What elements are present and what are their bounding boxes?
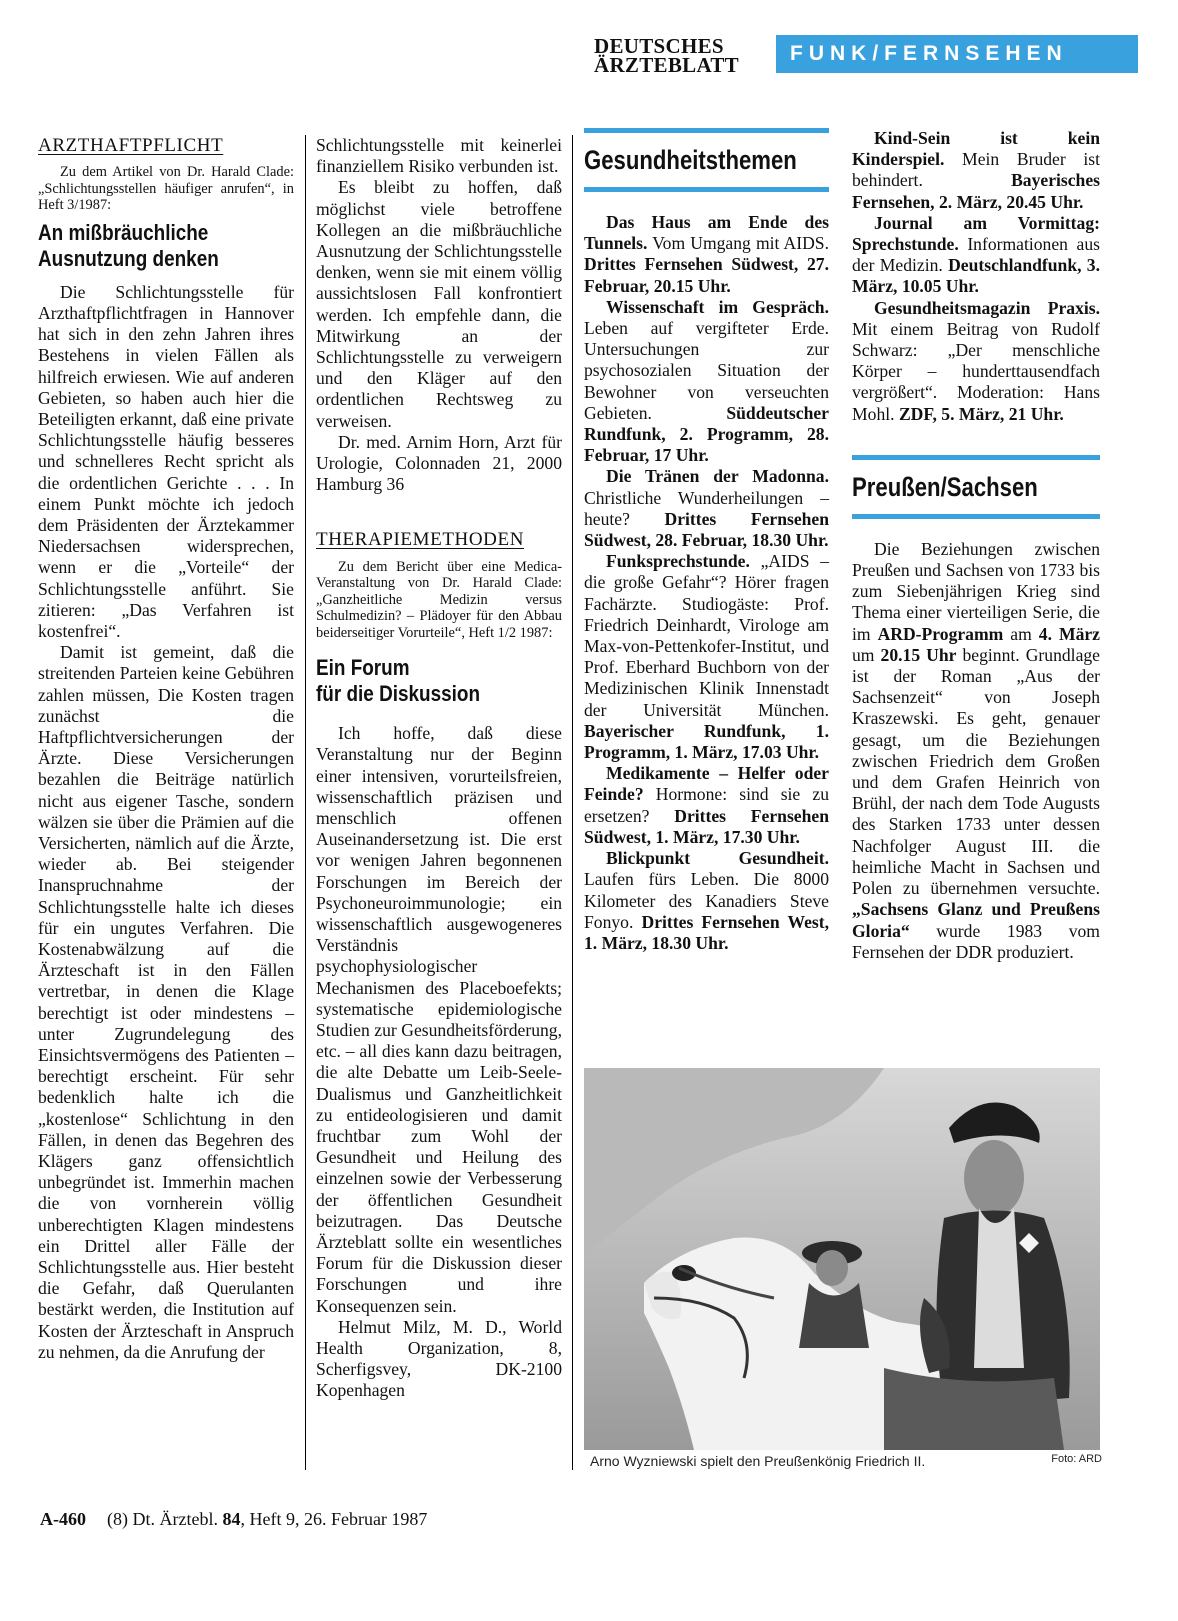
column-3 xyxy=(584,128,829,954)
logo-line-2: ÄRZTEBLATT xyxy=(594,53,739,77)
paragraph: Es bleibt zu hoffen, daß möglichst viele betroffene Kollegen an die mißbräuchliche Ausnutzung der Schlichtungsstelle denken, wenn sie mit einem völlig aussichtslosen Fall konfrontiert werden. Ich empfehle dann, die Mitwirkung an der Schlichtungsstelle zu verweigern und den Kläger auf den ordentlichen Rechtsweg zu verweisen. xyxy=(316,177,562,431)
paragraph: Damit ist gemeint, daß die streitenden Parteien keine Gebühren zahlen müssen, Die Kosten tragen zunächst die Haftpflichtversicherungen der Ärzte. Diese Versicherungen bezahlen die Beiträge natürlich nicht aus eigener Tasche, sondern wälzen sie über die Prämien auf die Versicherten, nämlich auf die Ärzte, wieder ab. Bei steigender Inanspruchnahme der Schlichtungsstelle halte ich dieses für ein ungutes Verfahren. Die Kostenabwälzung auf die Ärzteschaft ist in den Fällen vertretbar, in denen die Klage berechtigt ist oder mindestens – unter Zugrundelegung des Einsichtsvermögens des Patienten – berechtigt erscheint. Für sehr bedenklich halte ich die „kostenlose“ Schlichtung in den Fällen, in denen das Begehren des Klägers ganz offensichtlich unbegründet ist. Immerhin machen die von vornherein völlig unberechtigten Klagen mindestens ein Drittel aller Fälle der Schlichtungsstelle aus. Hier besteht die Gefahr, daß Querulanten bestärkt werden, die Institution auf Kosten der Ärzteschaft in Anspruch zu nehmen, da die Anrufung der xyxy=(38,642,294,1362)
photo-friedrich xyxy=(584,1068,1100,1450)
paragraph: Ich hoffe, daß diese Veranstaltung nur der Beginn einer intensiven, vorurteilsfreien, wissenschaftlich präzisen und menschlich offenen Auseinandersetzung ist. Die erst vor wenigen Jahren begonnenen Forschungen im Bereich der Psychoneuroimmunologie; ein wissenschaftlich ausgewogeneres Verständnis psychophysiologischer Mechanismen des Placeboefekts; systematische epidemiologische Studien zur Gesundheitsförderung, etc. – all dies kann dazu beitragen, die alte Debatte um Leib-Seele-Dualismus und Ganzheitlichkeit zu entideologisieren und damit fruchtbar zum Wohl der Gesundheit und Heilung des einzelnen sowie der Verbesserung der öffentlichen Gesundheit beizutragen. Das Deutsche Ärzteblatt sollte ein wesentliches Forum für die Diskussion dieser Forschungen und ihre Konsequenzen sein. xyxy=(316,723,562,1316)
listing-item: Blickpunkt Gesundheit. Laufen fürs Leben. Die 8000 Kilometer des Kanadiers Steve Fonyo. Drittes Fernsehen West, 1. März, 18.30 Uhr. xyxy=(584,848,829,953)
citation-b: , Heft 9, 26. Februar 1987 xyxy=(240,1509,428,1529)
headline-gesundheitsthemen: Gesundheitsthemen xyxy=(584,145,797,175)
page-footer xyxy=(40,1509,427,1530)
column-1 xyxy=(38,135,294,1363)
headline-line-1: Ein Forum xyxy=(316,655,410,681)
page-number: A-460 xyxy=(40,1509,86,1529)
listing-item: Medikamente – Helfer oder Feinde? Hormone: sind sie zu ersetzen? Drittes Fernsehen Südwest, 1. März, 17.30 Uhr. xyxy=(584,763,829,847)
section-label-therapiemethoden: THERAPIEMETHODEN xyxy=(316,529,525,551)
listing-item: Gesundheitsmagazin Praxis. Mit einem Beitrag von Rudolf Schwarz: „Der menschliche Körper – hunderttausendfach vergrößert“. Moderation: Hans Mohl. ZDF, 5. März, 21 Uhr. xyxy=(852,297,1100,424)
headline-preussen-sachsen: Preußen/Sachsen xyxy=(852,471,1038,502)
paragraph: Die Schlichtungsstelle für Arzthaftpflichtfragen in Hannover hat sich in den zehn Jahren ihres Bestehens in vielen Fällen als hilfreich erwiesen. Wie auf anderen Gebieten, so haben auch hier die Beteiligten erkannt, daß eine private Schlichtungsstelle häufig besseres und schnelleres Recht spricht als die ordentlichen Gerichte . . . In einem Punkt möchte ich jedoch dem Präsidenten der Ärztekammer Niedersachsen widersprechen, wenn er die „Vorteile“ der Schlichtungsstelle anführt. Sie zitieren: „Das Verfahren ist kostenfrei“. xyxy=(38,281,294,641)
paragraph: Die Beziehungen zwischen Preußen und Sachsen von 1733 bis zum Siebenjährigen Krieg sind Thema einer vierteiligen Serie, die im ARD-Programm am 4. März um 20.15 Uhr beginnt. Grundlage ist der Roman „Aus der Sachsenzeit“ von Joseph Kraszewski. Es geht, genauer gesagt, um die Beziehungen zwischen Friedrich dem Großen und dem Grafen Heinrich von Brühl, der nach dem Tode Augusts des Starken 1733 unter dessen Nachfolger August III. die heimliche Macht in Sachsen und Polen zu übernehmen versuchte. „Sachsens Glanz und Preußens Gloria“ wurde 1983 vom Fernsehen der DDR produziert. xyxy=(852,538,1100,962)
signature: Dr. med. Arnim Horn, Arzt für Urologie, Colonnaden 21, 2000 Hamburg 36 xyxy=(316,431,562,495)
listing-item: Journal am Vormittag: Sprechstunde. Informationen aus der Medizin. Deutschlandfunk, 3. März, 10.05 Uhr. xyxy=(852,212,1101,297)
section-title: FUNK/FERNSEHEN xyxy=(790,42,1068,65)
listing-item: Wissenschaft im Gespräch. Leben auf vergifteter Erde. Untersuchungen zur psychosozialen Situation der Bewohner von verseuchten Gebieten. Süddeutscher Rundfunk, 2. Programm, 28. Februar, 17 Uhr. xyxy=(584,296,829,466)
caption-text: Arno Wyzniewski spielt den Preußenkönig Friedrich II. xyxy=(590,1453,926,1469)
headline-line-2: für die Diskussion xyxy=(316,681,481,707)
letter-headline xyxy=(316,655,528,707)
letter-intro: Zu dem Bericht über eine Medica-Veranstaltung von Dr. Harald Clade: „Ganzheitliche Medizin versus Schulmedizin? – Plädoyer für den Abbau beiderseitiger Vorurteile“, Heft 1/2 1987: xyxy=(316,558,562,641)
paragraph: Schlichtungsstelle mit keinerlei finanziellem Risiko verbunden ist. xyxy=(316,135,562,177)
listing-item: Die Tränen der Madonna. Christliche Wunderheilungen – heute? Drittes Fernsehen Südwest, 28. Februar, 18.30 Uhr. xyxy=(584,466,830,551)
listing-item: Das Haus am Ende des Tunnels. Vom Umgang mit AIDS. Drittes Fernsehen Südwest, 27. Februar, 20.15 Uhr. xyxy=(584,212,829,296)
headline-line-1: An mißbräuchliche xyxy=(38,219,209,245)
photo-illustration xyxy=(584,1068,1100,1450)
column-divider xyxy=(572,135,573,1470)
photo-caption xyxy=(590,1453,1102,1469)
listing-item: Funksprechstunde. „AIDS – die große Gefahr“? Hörer fragen Fachärzte. Studiogäste: Prof. Friedrich Deinhardt, Virologe am Max-von-Pettenkofer-Institut, und Prof. Eberhard Buchborn von der Medizinischen Klinik Innenstadt der Universität München. Bayerischer Rundfunk, 1. Programm, 1. März, 17.03 Uhr. xyxy=(584,551,829,763)
listing-item: Kind-Sein ist kein Kinderspiel. Mein Bruder ist behindert. Bayerisches Fernsehen, 2. März, 20.45 Uhr. xyxy=(852,128,1100,212)
column-divider xyxy=(305,135,306,1470)
column-2 xyxy=(316,135,562,1402)
logo-line-1: DEUTSCHES xyxy=(594,34,724,58)
headline-line-2: Ausnutzung denken xyxy=(38,245,219,271)
photo-credit: Foto: ARD xyxy=(1051,1453,1102,1465)
letter-headline xyxy=(38,220,258,272)
volume: 84 xyxy=(222,1509,241,1529)
letter-intro: Zu dem Artikel von Dr. Harald Clade: „Schlichtungsstellen häufiger anrufen“, in Heft 3/1987: xyxy=(38,164,294,214)
signature: Helmut Milz, M. D., World Health Organization, 8, Scherfigsvey, DK-2100 Kopenhagen xyxy=(316,1316,562,1401)
masthead xyxy=(594,34,764,77)
section-band xyxy=(776,35,1138,73)
column-4 xyxy=(852,128,1100,963)
citation-a: (8) Dt. Ärztebl. xyxy=(107,1509,223,1529)
section-label-arzthaftpflicht: ARZTHAFTPFLICHT xyxy=(38,135,224,156)
